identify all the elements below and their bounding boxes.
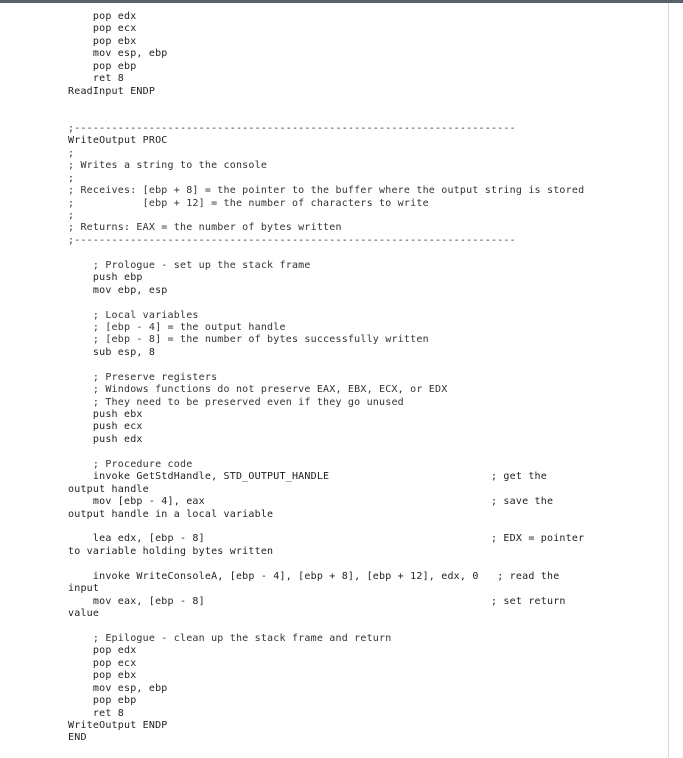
- code-line: mov ebp, esp: [68, 284, 168, 296]
- code-line: push ebp: [68, 272, 143, 284]
- code-line: pop ebp: [68, 695, 137, 707]
- code-line: [68, 359, 658, 371]
- code-line: pop ebx: [68, 670, 137, 682]
- code-line: ; Local variables: [68, 309, 199, 321]
- code-line: input: [68, 583, 100, 595]
- code-line: [68, 446, 658, 458]
- code-line: pop edx: [68, 11, 137, 22]
- code-line: sub esp, 8: [68, 346, 156, 358]
- code-line: ; Procedure code: [68, 458, 193, 470]
- code-line: ;: [68, 147, 75, 159]
- code-line: [68, 620, 658, 632]
- code-line: ret 8: [68, 707, 124, 719]
- code-line: ret 8: [68, 73, 124, 85]
- code-line: pop ecx: [68, 657, 137, 669]
- code-line: output handle in a local variable: [68, 508, 274, 520]
- code-line: ; Returns: EAX = the number of bytes written: [68, 222, 342, 234]
- code-line: push ecx: [68, 421, 143, 433]
- code-line: ; [ebp - 4] = the output handle: [68, 321, 286, 333]
- code-line: ; Preserve registers: [68, 371, 218, 383]
- code-line: [68, 521, 658, 533]
- code-line: pop edx: [68, 645, 137, 657]
- code-line: output handle: [68, 483, 149, 495]
- code-line: [68, 558, 658, 570]
- document-page: [0, 3, 669, 758]
- code-line: pop ecx: [68, 23, 137, 35]
- code-line: ; Prologue - set up the stack frame: [68, 259, 311, 271]
- code-line: [68, 98, 658, 110]
- code-line: [68, 247, 658, 259]
- code-line: push edx: [68, 433, 143, 445]
- code-line: value: [68, 608, 100, 619]
- code-line: lea edx, [ebp - 8] ; EDX = pointer: [68, 533, 585, 545]
- vertical-scrollbar[interactable]: [670, 3, 683, 758]
- code-line: mov eax, [ebp - 8] ; set return: [68, 595, 566, 607]
- code-line: WriteOutput PROC: [68, 135, 168, 147]
- code-line: ReadInput ENDP: [68, 85, 156, 97]
- code-line: ; Epilogue - clean up the stack frame and return: [68, 632, 392, 644]
- code-line: to variable holding bytes written: [68, 545, 274, 557]
- code-line: ; Receives: [ebp + 8] = the pointer to the buffer where the output string is stored: [68, 185, 585, 197]
- code-line: mov esp, ebp: [68, 682, 168, 694]
- code-line: mov esp, ebp: [68, 48, 168, 60]
- code-line: WriteOutput ENDP: [68, 719, 168, 731]
- code-line: ; Windows functions do not preserve EAX, EBX, ECX, or EDX: [68, 384, 448, 396]
- code-line: [68, 297, 658, 309]
- code-line: ; [ebp + 12] = the number of characters to write: [68, 197, 429, 209]
- code-line: invoke GetStdHandle, STD_OUTPUT_HANDLE ; get the: [68, 471, 547, 483]
- code-line: ; Writes a string to the console: [68, 160, 268, 172]
- code-line: [68, 111, 658, 123]
- code-line: pop ebp: [68, 60, 137, 72]
- code-line: pop ebx: [68, 35, 137, 47]
- code-line: mov [ebp - 4], eax ; save the: [68, 496, 554, 508]
- code-listing: [68, 11, 658, 745]
- code-line: END: [68, 732, 87, 744]
- code-line: ; They need to be preserved even if they go unused: [68, 396, 404, 408]
- code-line: ;: [68, 210, 75, 221]
- code-line: ;-----------------------------------------------------------------------: [68, 122, 516, 134]
- code-line: ; [ebp - 8] = the number of bytes successfully written: [68, 334, 429, 346]
- code-line: push ebx: [68, 409, 143, 420]
- code-line: ;-----------------------------------------------------------------------: [68, 234, 516, 246]
- code-line: invoke WriteConsoleA, [ebp - 4], [ebp + 8], [ebp + 12], edx, 0 ; read the: [68, 570, 560, 582]
- code-line: ;: [68, 172, 75, 184]
